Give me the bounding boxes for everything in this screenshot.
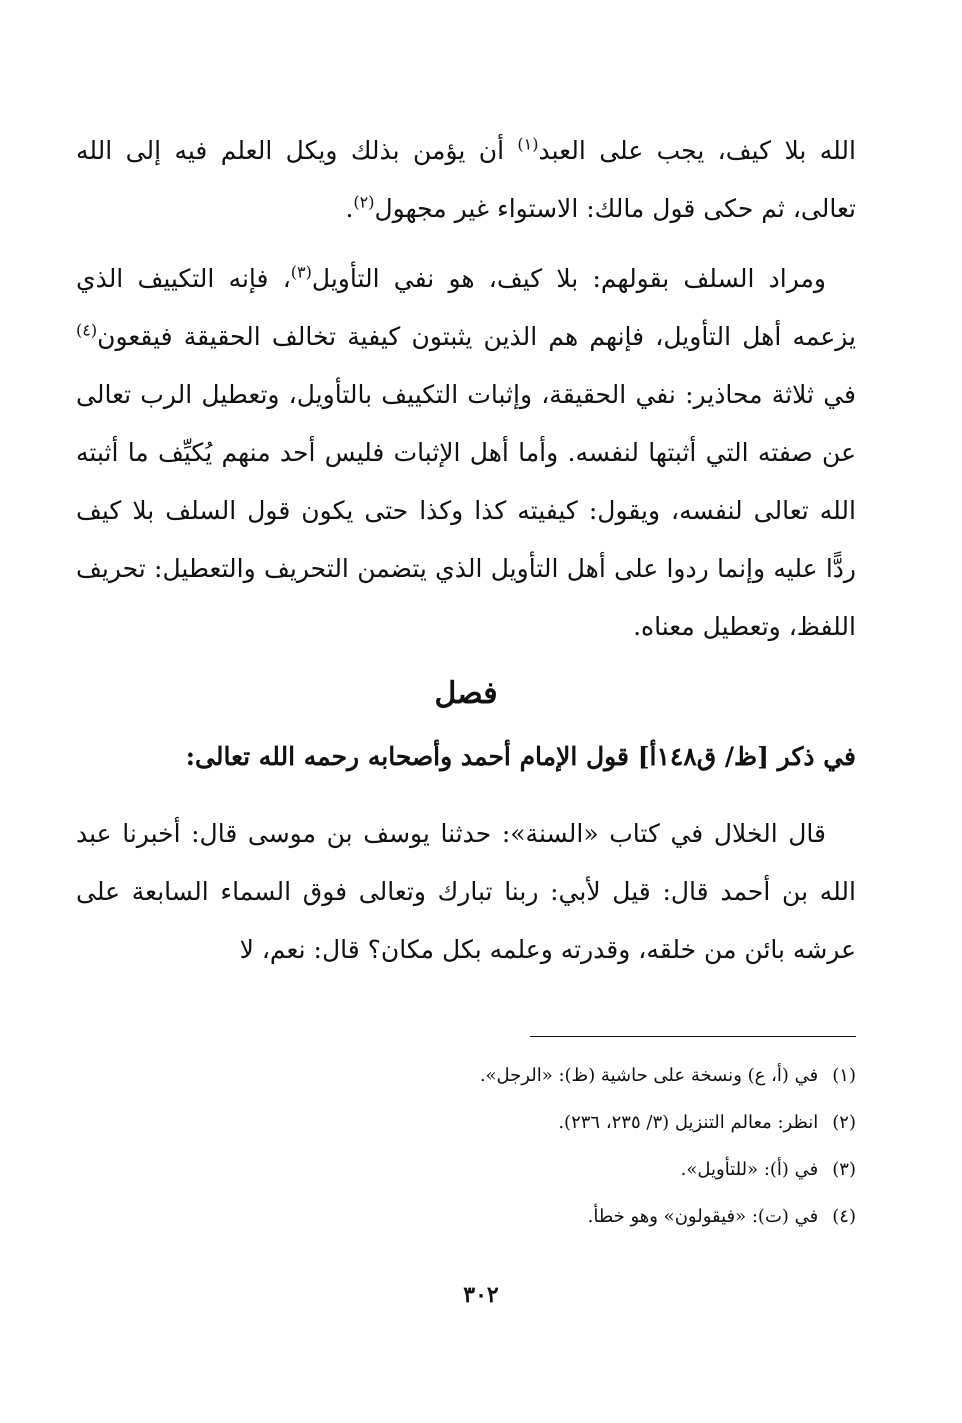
footnote-ref-3[interactable]: (٣) bbox=[290, 262, 312, 282]
paragraph-2-part-1: ومراد السلف بقولهم: بلا كيف، هو نفي التأويل bbox=[311, 264, 826, 293]
footnote-text: انظر: معالم التنزيل (٣/ ٢٣٥، ٢٣٦). bbox=[558, 1112, 819, 1133]
section-title: فصل bbox=[434, 676, 498, 711]
footnote-text: في (أ، ع) ونسخة على حاشية (ظ): «الرجل». bbox=[479, 1065, 819, 1086]
footnote-text: في (أ): «للتأويل». bbox=[680, 1159, 819, 1180]
paragraph-2-part-2: ، فإنه التكييف الذي يزعمه أهل التأويل، فإنهم هم الذين يثبتون كيفية تخالف الحقيقة فيقعون bbox=[76, 264, 856, 351]
footnote-divider bbox=[530, 1036, 856, 1037]
paragraph-2-part-3: في ثلاثة محاذير: نفي الحقيقة، وإثبات التكييف بالتأويل، وتعطيل الرب تعالى عن صفته التي أثبتها لنفسه. وأما أهل الإثبات فليس أحد منهم يُكيِّف ما أثبته الله تعالى لنفسه، ويقول: كيفيته كذا وكذا حتى يكون قول السلف بلا كيف ردًّا عليه وإنما ردوا على أهل التأويل الذي يتضمن التحريف والتعطيل: تحريف اللفظ، وتعطيل معناه. bbox=[76, 380, 856, 641]
footnote-item bbox=[76, 1193, 856, 1240]
footnote-number: (٤) bbox=[832, 1206, 856, 1227]
footnote-ref-4[interactable]: (٤) bbox=[76, 320, 98, 340]
paragraph-3: قال الخلال في كتاب «السنة»: حدثنا يوسف بن موسى قال: أخبرنا عبد الله بن أحمد قال: قيل لأبي: ربنا تبارك وتعالى فوق السماء السابعة على عرشه بائن من خلقه، وقدرته وعلمه بكل مكان؟ قال: نعم، لا bbox=[76, 819, 856, 964]
footnotes-list bbox=[76, 1052, 856, 1240]
paragraph-1 bbox=[76, 122, 856, 238]
footnote-ref-2[interactable]: (٢) bbox=[353, 192, 375, 212]
footnote-number: (٣) bbox=[832, 1159, 856, 1180]
paragraph-2 bbox=[76, 250, 856, 656]
footnote-item bbox=[76, 1099, 856, 1146]
footnote-number: (١) bbox=[832, 1065, 856, 1086]
paragraph-1-part-3: . bbox=[345, 194, 354, 223]
paragraph-1-part-1: الله بلا كيف، يجب على العبد bbox=[538, 136, 856, 165]
footnote-item bbox=[76, 1146, 856, 1193]
page-number: ٣٠٢ bbox=[463, 1282, 499, 1308]
footnote-item bbox=[76, 1052, 856, 1099]
footnote-text: في (ت): «فيقولون» وهو خطأ. bbox=[587, 1206, 819, 1227]
footnote-number: (٢) bbox=[832, 1112, 856, 1133]
section-heading: في ذكر [ظ/ ق١٤٨أ] قول الإمام أحمد وأصحابه رحمه الله تعالى: bbox=[185, 742, 856, 771]
footnote-ref-1[interactable]: (١) bbox=[517, 134, 539, 154]
paragraph-1-part-2: أن يؤمن بذلك ويكل العلم فيه إلى الله تعالى، ثم حكى قول مالك: الاستواء غير مجهول bbox=[76, 136, 856, 223]
